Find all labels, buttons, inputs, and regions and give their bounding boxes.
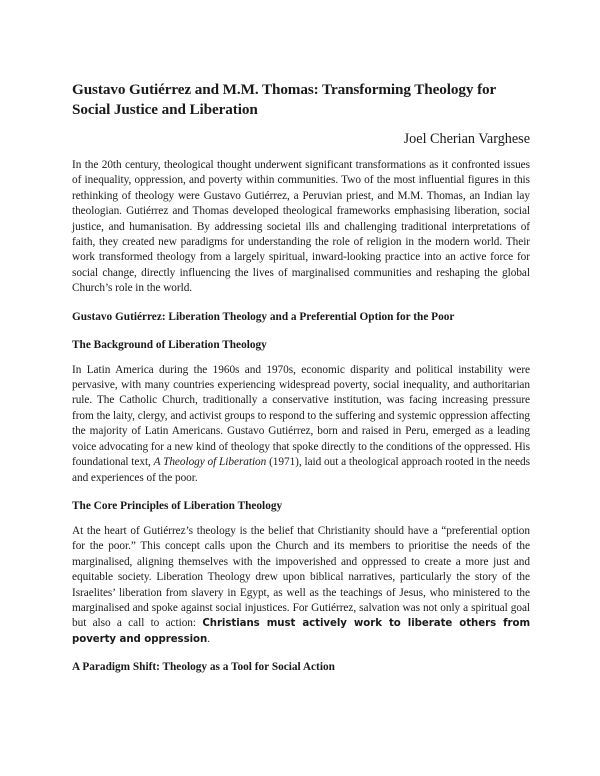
document-title: Gustavo Gutiérrez and M.M. Thomas: Transforming Theology for Social Justice and Liberation bbox=[72, 81, 496, 118]
principles-paragraph bbox=[72, 524, 530, 647]
background-paragraph bbox=[72, 363, 530, 486]
subsection-heading-paradigm: A Paradigm Shift: Theology as a Tool for Social Action bbox=[72, 661, 335, 674]
principles-text-end: . bbox=[207, 632, 210, 645]
book-title: A Theology of Liberation bbox=[153, 456, 267, 469]
section-heading: Gustavo Gutiérrez: Liberation Theology and a Preferential Option for the Poor bbox=[72, 310, 455, 323]
subsection-heading-principles: The Core Principles of Liberation Theology bbox=[72, 499, 283, 512]
intro-paragraph: In the 20th century, theological thought underwent significant transformations as it confronted issues of inequality, oppression, and poverty within communities. Two of the most influential figures in this rethinking of theology were Gustavo Gutiérrez, a Peruvian priest, and M.M. Thomas, an Indian lay theologian. Gutiérrez and Thomas developed theological frameworks emphasising liberation, social justice, and humanisation. By addressing societal ills and challenging traditional interpretations of faith, they created new paradigms for understanding the role of religion in the modern world. Their work transformed theology from a largely spiritual, inward-looking practice into an active force for social change, directly influencing the lives of marginalised communities and reshaping the global Church’s role in the world. bbox=[72, 159, 530, 295]
background-text: In Latin America during the 1960s and 1970s, economic disparity and political instability were pervasive, with many countries experiencing widespread poverty, social inequality, and authoritarian rule. The Catholic Church, traditionally a conservative institution, was facing increasing pressure from the laity, clergy, and activist groups to respond to the suffering and systemic oppression affecting the majority of Latin Americans. Gustavo Gutiérrez, born and raised in Peru, emerged as a leading voice advocating for a new kind of theology that spoke directly to the conditions of the oppressed. His foundational text, bbox=[72, 363, 530, 469]
author-name: Joel Cherian Varghese bbox=[403, 131, 530, 147]
subsection-heading-background: The Background of Liberation Theology bbox=[72, 338, 267, 351]
background-text-end: (1971), laid out a theological approach rooted in the needs and experiences of the poor. bbox=[72, 456, 530, 484]
document-page bbox=[72, 80, 530, 675]
emphasis-text: Christians must actively work to liberate others from poverty and oppression bbox=[72, 618, 531, 645]
principles-text: At the heart of Gutiérrez’s theology is the belief that Christianity should have a “preferential option for the poor.” This concept calls upon the Church and its members to prioritise the needs of the marginalised, aligning themselves with the impoverished and oppressed to create a more just and equitable society. Liberation Theology drew upon biblical narratives, particularly the story of the Israelites’ liberation from slavery in Egypt, as well as the teachings of Jesus, who ministered to the marginalised and spoke against social injustices. For Gutiérrez, salvation was not only a spiritual goal but also a call to action: bbox=[72, 524, 530, 630]
